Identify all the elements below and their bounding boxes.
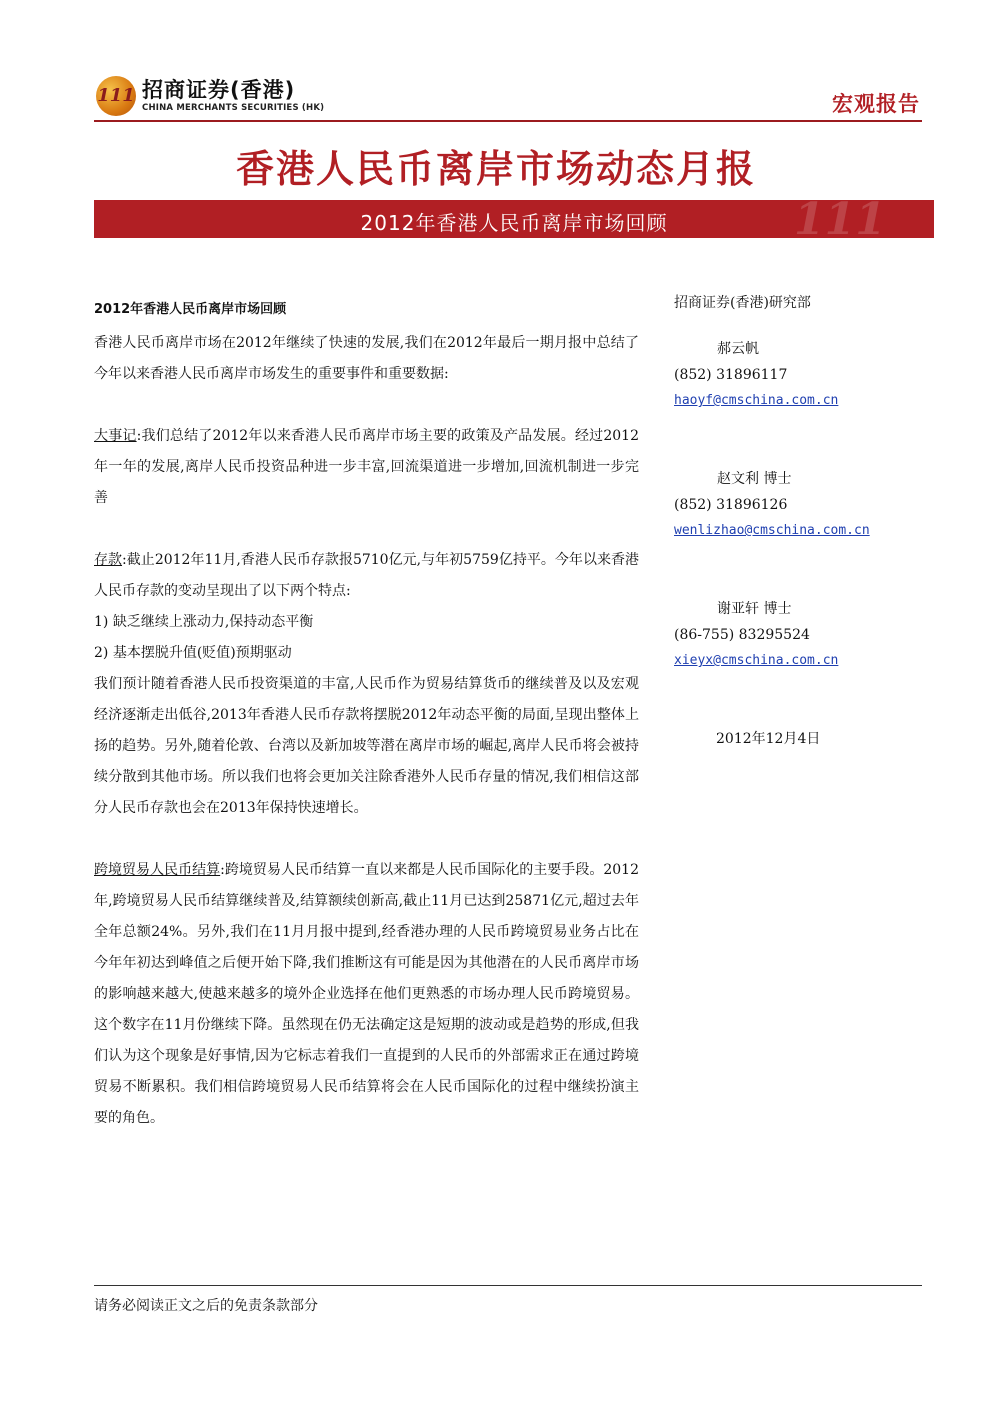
- deposits-text: :截止2012年11月,香港人民币存款报5710亿元,与年初5759亿持平。今年以来香港人民币存款的变动呈现出了以下两个特点:: [94, 552, 639, 599]
- analyst-email-link[interactable]: wenlizhao@cmschina.com.cn: [674, 523, 870, 538]
- logo-english-name: CHINA MERCHANTS SECURITIES (HK): [142, 103, 325, 113]
- company-logo: [96, 74, 336, 118]
- analyst-name: 谢亚轩 博士: [717, 601, 792, 617]
- list-item: 1) 缺乏继续上涨动力,保持动态平衡: [94, 614, 314, 630]
- disclaimer-note: 请务必阅读正文之后的免责条款部分: [94, 1298, 318, 1314]
- analyst-card: [674, 596, 934, 674]
- footer-divider: [94, 1285, 922, 1286]
- logo-chinese-name: 招商证券(香港): [142, 78, 296, 102]
- header-divider: [94, 120, 922, 122]
- logo-emblem-icon: 111: [96, 76, 136, 116]
- analyst-card: [674, 336, 934, 414]
- events-label: 大事记: [94, 428, 137, 444]
- analyst-name: 郝云帆: [717, 341, 759, 357]
- analyst-phone: (86-755) 83295524: [674, 627, 810, 643]
- section-title: 2012年香港人民币离岸市场回顾: [94, 302, 287, 317]
- deposits-label: 存款: [94, 552, 123, 568]
- analyst-name: 赵文利 博士: [717, 471, 792, 487]
- deposits-paragraph: [94, 545, 639, 607]
- analyst-card: [674, 466, 934, 544]
- deposits-outlook-paragraph: 我们预计随着香港人民币投资渠道的丰富,人民币作为贸易结算货币的继续普及以及宏观经济逐渐走出低谷,2013年香港人民币存款将摆脱2012年动态平衡的局面,呈现出整体上扬的趋势。另外,随着伦敦、台湾以及新加坡等潜在离岸市场的崛起,离岸人民币将会被持续分散到其他市场。所以我们也将会更加关注除香港外人民币存量的情况,我们相信这部分人民币存款也会在2013年保持快速增长。: [94, 676, 639, 816]
- analyst-email-link[interactable]: haoyf@cmschina.com.cn: [674, 393, 839, 408]
- report-title: 香港人民币离岸市场动态月报: [235, 146, 756, 191]
- analyst-sidebar: [674, 290, 934, 752]
- trade-label: 跨境贸易人民币结算: [94, 862, 221, 878]
- subtitle-banner: [94, 200, 934, 238]
- intro-paragraph: 香港人民币离岸市场在2012年继续了快速的发展,我们在2012年最后一期月报中总结了今年以来香港人民币离岸市场发生的重要事件和重要数据:: [94, 335, 639, 382]
- analyst-phone: (852) 31896126: [674, 497, 788, 513]
- banner-watermark-icon: 111: [794, 200, 886, 238]
- trade-text: :跨境贸易人民币结算一直以来都是人民币国际化的主要手段。2012 年,跨境贸易人民币结算继续普及,结算额续创新高,截止11月已达到25871亿元,超过去年全年总额24%。另外,我们在11月月报中提到,经香港办理的人民币跨境贸易业务占比在今年年初达到峰值之后便开始下降,我们推断这有可能是因为其他潜在的人民币离岸市场的影响越来越大,使越来越多的境外企业选择在他们更熟悉的市场办理人民币跨境贸易。这个数字在11月份继续下降。虽然现在仍无法确定这是短期的波动或是趋势的形成,但我们认为这个现象是好事情,因为它标志着我们一直提到的人民币的外部需求正在通过跨境贸易不断累积。我们相信跨境贸易人民币结算将会在人民币国际化的过程中继续扮演主要的角色。: [94, 862, 639, 1126]
- trade-settlement-paragraph: [94, 855, 639, 1134]
- analyst-phone: (852) 31896117: [674, 367, 788, 383]
- analyst-email-link[interactable]: xieyx@cmschina.com.cn: [674, 653, 839, 668]
- report-type-label: 宏观报告: [832, 91, 920, 116]
- research-department: 招商证券(香港)研究部: [674, 295, 811, 311]
- subtitle-text: 2012年香港人民币离岸市场回顾: [360, 211, 668, 235]
- events-paragraph: [94, 421, 639, 514]
- main-content: [94, 300, 639, 1134]
- report-date: 2012年12月4日: [716, 731, 821, 747]
- list-item: 2) 基本摆脱升值(贬值)预期驱动: [94, 645, 292, 661]
- events-text: :我们总结了2012年以来香港人民币离岸市场主要的政策及产品发展。经过2012年一年的发展,离岸人民币投资品种进一步丰富,回流渠道进一步增加,回流机制进一步完善: [94, 428, 639, 506]
